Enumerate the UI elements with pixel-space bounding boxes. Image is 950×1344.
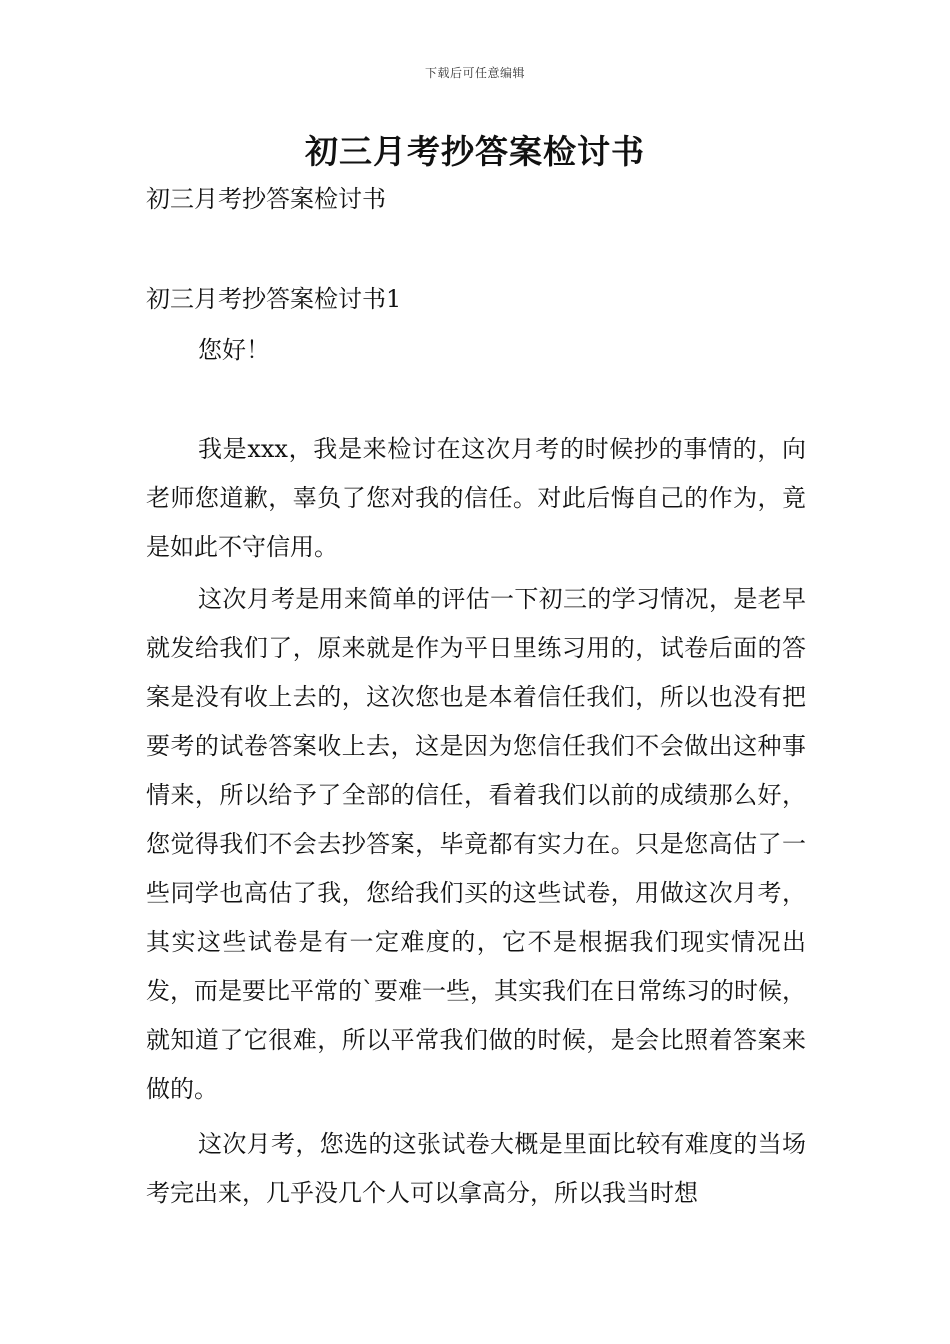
header-note: 下载后可任意编辑 <box>424 66 525 80</box>
document-subtitle: 初三月考抄答案检讨书 <box>146 185 386 213</box>
greeting-line: 您好！ <box>198 336 270 364</box>
paragraph: 这次月考是用来简单的评估一下初三的学习情况，是老早就发给我们了，原来就是作为平日里练习用的，试卷后面的答案是没有收上去的，这次您也是本着信任我们，所以也没有把要考的试卷答案收上去，这是因为您信任我们不会做出这种事情来，所以给予了全部的信任，看着我们以前的成绩那么好，您觉得我们不会去抄答案，毕竟都有实力在。只是您高估了一些同学也高估了我，您给我们买的这些试卷，用做这次月考，其实这些试卷是有一定难度的，它不是根据我们现实情况出发，而是要比平常的`要难一些，其实我们在日常练习的时候，就知道了它很难，所以平常我们做的时候，是会比照着答案来做的。 <box>146 585 806 1103</box>
document-title: 初三月考抄答案检讨书 <box>305 132 645 171</box>
paragraph: 我是xxx，我是来检讨在这次月考的时候抄的事情的，向老师您道歉，辜负了您对我的信任。对此后悔自己的作为，竟是如此不守信用。 <box>146 435 806 561</box>
paragraph: 这次月考，您选的这张试卷大概是里面比较有难度的当场考完出来，几乎没几个人可以拿高分，所以我当时想 <box>146 1130 806 1207</box>
section-heading: 初三月考抄答案检讨书1 <box>146 285 402 313</box>
